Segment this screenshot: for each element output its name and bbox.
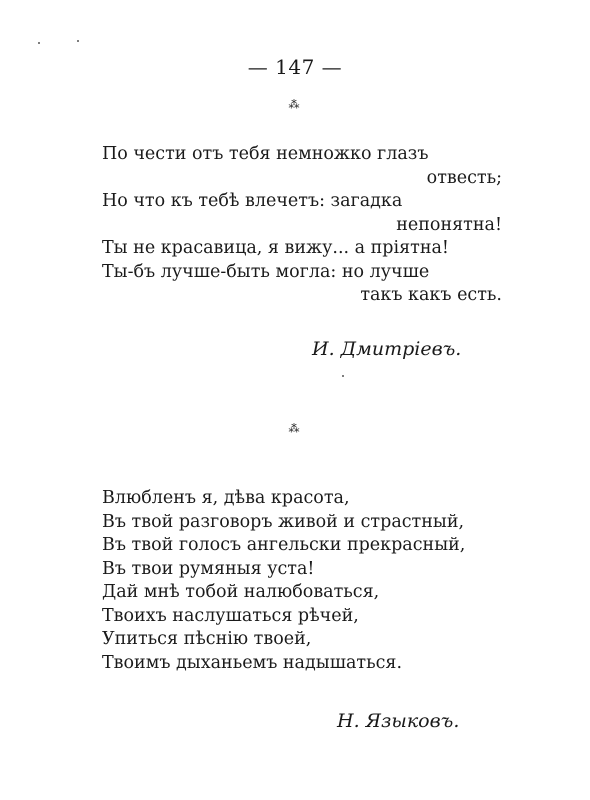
asterism-ornament-top xyxy=(0,100,590,109)
asterism-glyph: ⁂ xyxy=(288,98,302,111)
poem-line: Упиться пѣснію твоей, xyxy=(102,629,312,649)
author-signature-yazykov: Н. Языковъ. xyxy=(337,710,460,732)
poem-line: Твоимъ дыханьемъ надышаться. xyxy=(102,652,403,673)
asterism-glyph: ⁂ xyxy=(288,422,302,435)
author-signature-dmitriev: И. Дмитріевъ. xyxy=(312,338,462,360)
poem-line: По чести отъ тебя немножко глазъ xyxy=(102,144,429,164)
poem-line: отвесть; xyxy=(426,167,502,188)
poem-line: Ты-бъ лучше-быть могла: но лучше xyxy=(102,261,430,282)
page-number: — 147 — xyxy=(247,55,343,79)
poem-line: Влюбленъ я, дѣва красота, xyxy=(102,488,350,508)
poem-line: Въ твой разговоръ живой и страстный, xyxy=(102,511,465,532)
poem-line: Въ твой голосъ ангельски прекрасный, xyxy=(102,535,466,555)
paper-speck xyxy=(38,42,40,44)
poem-line: такъ какъ есть. xyxy=(360,285,502,305)
poem-yazykov xyxy=(102,487,502,675)
poem-line: Твоихъ наслушаться рѣчей, xyxy=(102,605,359,626)
asterism-ornament-bottom xyxy=(0,424,590,433)
poem-line: Ты не красавица, я вижу... а пріятна! xyxy=(102,238,449,258)
poem-line: непонятна! xyxy=(396,214,502,235)
paper-speck xyxy=(77,40,79,42)
poem-line: Въ твои румяныя уста! xyxy=(102,558,315,579)
poem-dmitriev xyxy=(102,143,502,308)
poem-line: Дай мнѣ тобой налюбоваться, xyxy=(102,582,380,602)
poem-line: Но что къ тебѣ влечетъ: загадка xyxy=(102,191,403,211)
paper-speck xyxy=(342,375,344,377)
